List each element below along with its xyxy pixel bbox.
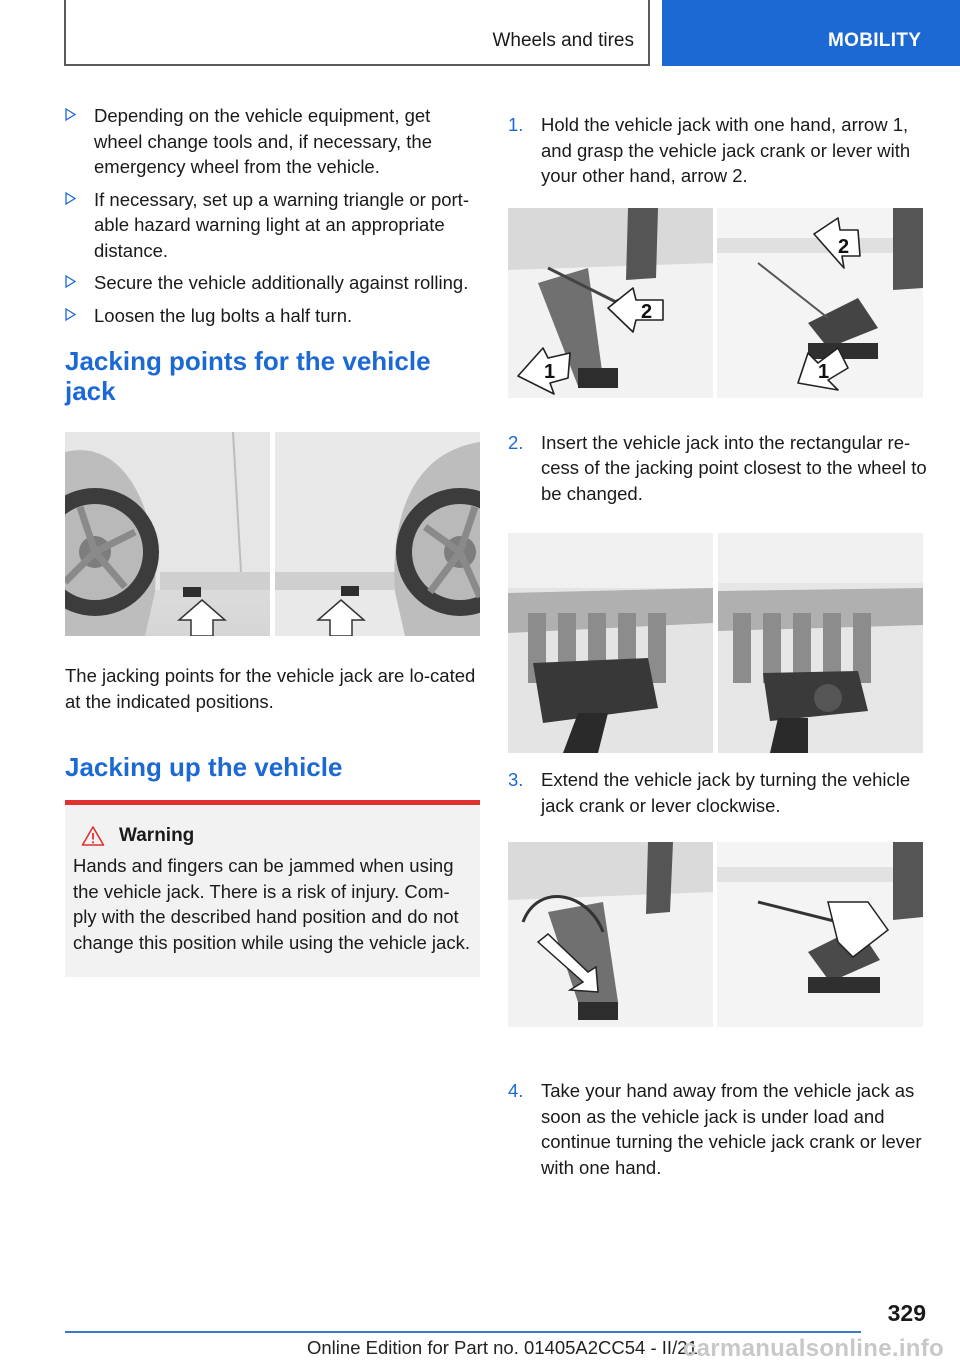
warning-text: Hands and fingers can be jammed when using the vehicle jack. There is a risk of injury. Com‐ply with the described hand position and do not change this position while using the vehicle jack.: [73, 855, 470, 953]
step-text: Take your hand away from the vehicle jack as soon as the vehicle jack is under load and continue turning the vehicle jack crank or lever with one hand.: [541, 1080, 922, 1178]
right-column: [508, 112, 928, 1180]
header-chapter-box: [64, 0, 650, 66]
triangle-bullet-icon: [65, 108, 76, 121]
jacking-points-image: [65, 432, 480, 636]
step-1: [508, 112, 928, 189]
left-column: [65, 103, 480, 977]
warning-box: [65, 800, 480, 977]
step-number: 3.: [508, 769, 524, 790]
list-item: Secure the vehicle additionally against rolling.: [65, 270, 480, 296]
arrow-label-2: 2: [838, 235, 850, 258]
heading-jacking-points: Jacking points for the vehicle jack: [65, 346, 431, 406]
jacking-steps: [508, 112, 928, 189]
triangle-bullet-icon: [65, 308, 76, 321]
step-3: [508, 767, 928, 818]
arrow-label-1: 1: [818, 360, 830, 383]
chapter-title: Wheels and tires: [492, 30, 634, 51]
section-title: MOBILITY: [828, 30, 922, 51]
list-item: Loosen the lug bolts a half turn.: [65, 303, 480, 329]
watermark[interactable]: carmanualsonline.info: [683, 1335, 945, 1362]
hold-jack-image: [508, 208, 923, 398]
warning-title: Warning: [119, 825, 195, 846]
arrow-label-1: 1: [544, 360, 556, 383]
page-number: 329: [887, 1300, 926, 1326]
arrow-label-2: 2: [641, 300, 653, 323]
warning-header: [81, 825, 472, 847]
list-item: Depending on the vehicle equipment, get wheel change tools and, if necessary, the emergency wheel from the vehicle.: [65, 103, 480, 180]
step-text: Extend the vehicle jack by turning the vehicle jack crank or lever clockwise.: [541, 769, 911, 816]
preparation-list: [65, 103, 480, 328]
step-4: [508, 1078, 928, 1180]
triangle-bullet-icon: [65, 192, 76, 205]
step-number: 4.: [508, 1080, 524, 1101]
step-number: 2.: [508, 431, 524, 453]
step-number: 1.: [508, 114, 524, 135]
extend-jack-image: [508, 842, 923, 1027]
edition-text: Online Edition for Part no. 01405A2CC54 - II/21: [307, 1337, 698, 1358]
list-item: If necessary, set up a warning triangle or port‐able hazard warning light at an appropriate distance.: [65, 187, 480, 264]
warning-triangle-icon: [81, 825, 105, 847]
heading-jacking-up: Jacking up the vehicle: [65, 752, 343, 782]
jacking-points-text: The jacking points for the vehicle jack are lo‐cated at the indicated positions.: [65, 665, 476, 712]
header-section-tab[interactable]: [662, 0, 960, 66]
triangle-bullet-icon: [65, 275, 76, 288]
step-2: [508, 430, 928, 507]
step-text: Insert the vehicle jack into the rectangular re‐cess of the jacking point closest to the wheel to be changed.: [541, 431, 927, 504]
step-text: Hold the vehicle jack with one hand, arrow 1, and grasp the vehicle jack crank or lever with your other hand, arrow 2.: [541, 114, 911, 186]
insert-jack-image: [508, 533, 923, 753]
footer-divider: [65, 1331, 861, 1333]
